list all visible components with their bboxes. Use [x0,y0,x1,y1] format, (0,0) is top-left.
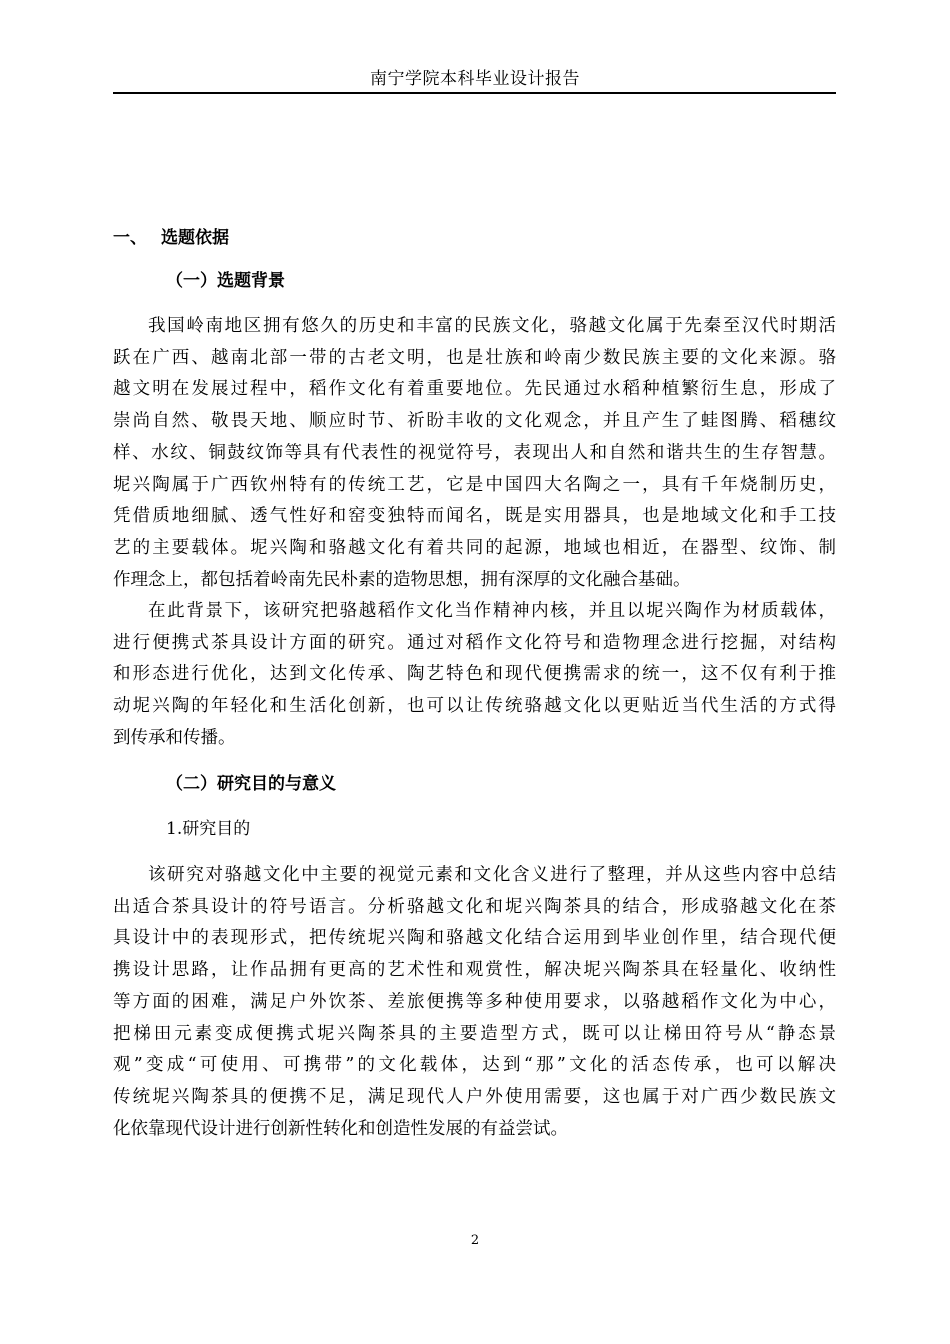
paragraph-line: 等方面的困难，满足户外饮茶、差旅便携等多种使用要求，以骆越稻作文化为中心， [113,991,836,1012]
paragraph-background-2 [113,596,836,755]
item-heading-research-purpose: 1.研究目的 [166,819,251,839]
paragraph-line: 和形态进行优化，达到文化传承、陶艺特色和现代便携需求的统一，这不仅有利于推 [113,664,836,685]
paragraph-line: 把梯田元素变成便携式坭兴陶茶具的主要造型方式，既可以让梯田符号从“静态景 [113,1023,836,1044]
paragraph-line: 凭借质地细腻、透气性好和窑变独特而闻名，既是实用器具，也是地域文化和手工技 [113,506,836,527]
paragraph-line: 跃在广西、越南北部一带的古老文明，也是壮族和岭南少数民族主要的文化来源。骆 [113,347,836,368]
paragraph-line: 具设计中的表现形式，把传统坭兴陶和骆越文化结合运用到毕业创作里，结合现代便 [113,928,836,949]
paragraph-line: 化依靠现代设计进行创新性转化和创造性发展的有益尝试。 [113,1118,568,1139]
paragraph-line: 该研究对骆越文化中主要的视觉元素和文化含义进行了整理，并从这些内容中总结 [148,865,836,885]
paragraph-line: 观”变成“可使用、可携带”的文化载体，达到“那”文化的活态传承，也可以解决 [113,1055,836,1076]
paragraph-line: 动坭兴陶的年轻化和生活化创新，也可以让传统骆越文化以更贴近当代生活的方式得 [113,696,836,717]
paragraph-line: 样、水纹、铜鼓纹饰等具有代表性的视觉符号，表现出人和自然和谐共生的生存智慧。 [113,442,836,463]
paragraph-line: 携设计思路，让作品拥有更高的艺术性和观赏性，解决坭兴陶茶具在轻量化、收纳性 [113,960,836,981]
paragraph-line: 艺的主要载体。坭兴陶和骆越文化有着共同的起源，地域也相近，在器型、纹饰、制 [113,537,836,558]
paragraph-research-purpose [113,860,836,1145]
paragraph-line: 我国岭南地区拥有悠久的历史和丰富的民族文化，骆越文化属于先秦至汉代时期活 [148,316,836,336]
paragraph-line: 越文明在发展过程中，稻作文化有着重要地位。先民通过水稻种植繁衍生息，形成了 [113,379,836,400]
page-header-title: 南宁学院本科毕业设计报告 [370,69,580,89]
paragraph-background-1 [113,311,836,596]
page-number: 2 [470,1233,480,1248]
paragraph-line: 传统坭兴陶茶具的便携不足，满足现代人户外使用需要，这也属于对广西少数民族文 [113,1086,836,1107]
paragraph-line: 崇尚自然、敬畏天地、顺应时节、祈盼丰收的文化观念，并且产生了蛙图腾、稻穗纹 [113,411,836,432]
paragraph-line: 在此背景下，该研究把骆越稻作文化当作精神内核，并且以坭兴陶作为材质载体， [148,601,836,621]
paragraph-line: 到传承和传播。 [113,727,236,748]
section-number: 一、 [113,228,147,248]
subsection-heading-purpose: （二）研究目的与意义 [166,774,336,794]
section-heading [113,224,229,252]
subsection-heading-background: （一）选题背景 [166,271,285,291]
paragraph-line: 进行便携式茶具设计方面的研究。通过对稻作文化符号和造物理念进行挖掘，对结构 [113,632,836,653]
section-title: 选题依据 [161,228,229,248]
paragraph-line: 出适合茶具设计的符号语言。分析骆越文化和坭兴陶茶具的结合，形成骆越文化在茶 [113,896,836,917]
header-divider [113,92,836,94]
paragraph-line: 坭兴陶属于广西钦州特有的传统工艺，它是中国四大名陶之一，具有千年烧制历史， [113,474,836,495]
paragraph-line: 作理念上，都包括着岭南先民朴素的造物思想，拥有深厚的文化融合基础。 [113,569,691,590]
